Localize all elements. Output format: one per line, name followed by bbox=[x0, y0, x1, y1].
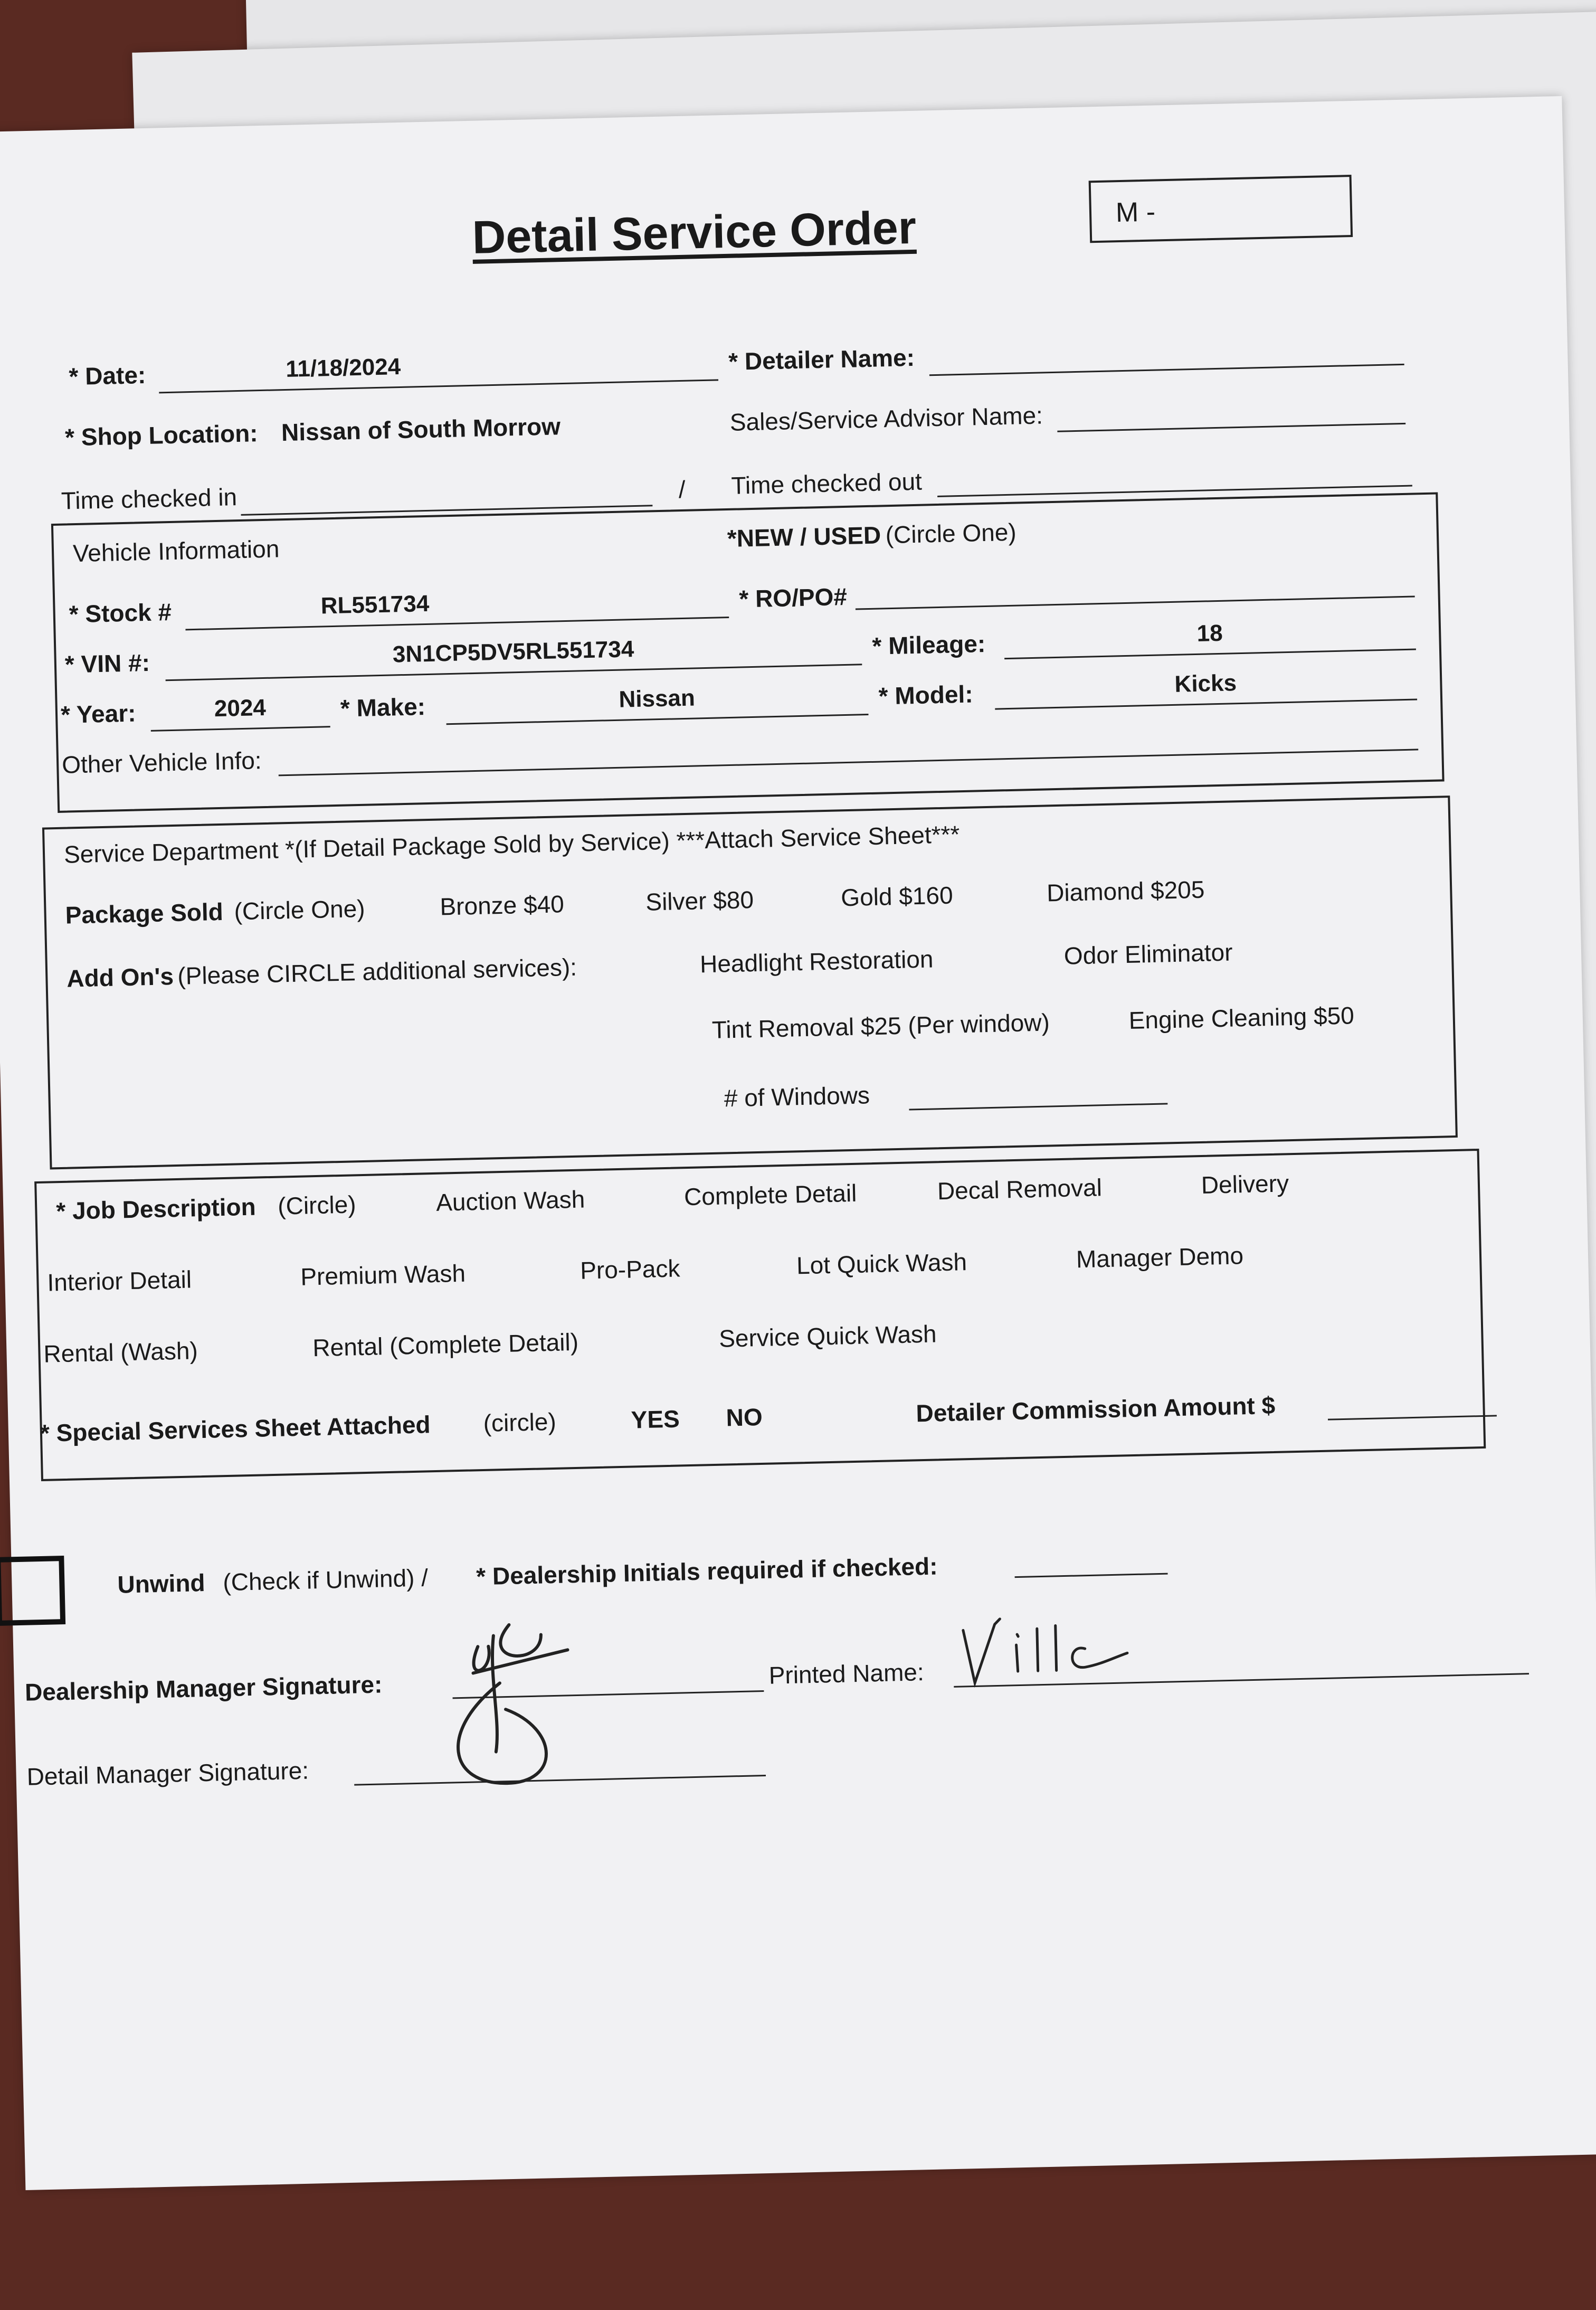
addon-engine: Engine Cleaning $50 bbox=[1128, 1001, 1355, 1034]
package-silver: Silver $80 bbox=[645, 886, 754, 916]
package-bronze: Bronze $40 bbox=[439, 890, 565, 921]
package-sold-label: Package Sold bbox=[65, 897, 224, 929]
job-rental-complete: Rental (Complete Detail) bbox=[312, 1328, 579, 1362]
model-value: Kicks bbox=[1174, 670, 1237, 697]
addons-label: Add On's bbox=[66, 962, 174, 992]
service-dept-label: Service Department *(If Detail Package Sold by Service) ***Attach Service Sheet*** bbox=[63, 820, 960, 868]
addon-odor: Odor Eliminator bbox=[1063, 938, 1233, 970]
year-label: * Year: bbox=[60, 699, 137, 728]
job-pro-pack: Pro-Pack bbox=[580, 1254, 680, 1284]
job-desc-label: * Job Description bbox=[55, 1192, 256, 1225]
job-lot-quick-wash: Lot Quick Wash bbox=[796, 1248, 967, 1280]
job-complete-detail: Complete Detail bbox=[683, 1179, 857, 1211]
job-auction-wash: Auction Wash bbox=[435, 1185, 585, 1216]
other-info-label: Other Vehicle Info: bbox=[61, 746, 262, 779]
commission-label: Detailer Commission Amount $ bbox=[915, 1391, 1276, 1427]
year-value: 2024 bbox=[214, 694, 267, 722]
vin-value: 3N1CP5DV5RL551734 bbox=[392, 636, 634, 668]
unwind-checkbox[interactable] bbox=[0, 1556, 65, 1626]
new-used-label: *NEW / USED bbox=[727, 521, 881, 553]
job-decal-removal: Decal Removal bbox=[937, 1173, 1103, 1205]
time-slash: / bbox=[678, 475, 686, 504]
detailer-name-line bbox=[929, 364, 1404, 376]
addons-hint: (Please CIRCLE additional services): bbox=[177, 953, 577, 990]
date-value: 11/18/2024 bbox=[285, 353, 401, 382]
job-service-quick-wash: Service Quick Wash bbox=[718, 1320, 937, 1352]
make-label: * Make: bbox=[340, 693, 426, 722]
mileage-label: * Mileage: bbox=[871, 629, 986, 660]
m-number-label: M - bbox=[1115, 196, 1156, 229]
new-used-hint: (Circle One) bbox=[885, 518, 1017, 549]
sales-advisor-label: Sales/Service Advisor Name: bbox=[729, 401, 1043, 436]
addon-tint: Tint Removal $25 (Per window) bbox=[711, 1008, 1050, 1044]
form-title: Detail Service Order bbox=[471, 201, 917, 263]
special-yes: YES bbox=[631, 1405, 680, 1434]
vin-label: * VIN #: bbox=[64, 648, 150, 678]
stock-value: RL551734 bbox=[320, 590, 430, 619]
special-services-label: * Special Services Sheet Attached bbox=[40, 1410, 431, 1447]
dealer-signature-label: Dealership Manager Signature: bbox=[24, 1670, 383, 1706]
m-number-box bbox=[1089, 175, 1353, 243]
job-premium-wash: Premium Wash bbox=[300, 1259, 466, 1291]
dealer-signature-scribble bbox=[414, 1612, 597, 1801]
job-manager-demo: Manager Demo bbox=[1076, 1242, 1244, 1273]
job-interior-detail: Interior Detail bbox=[46, 1265, 192, 1296]
package-diamond: Diamond $205 bbox=[1046, 875, 1205, 907]
package-gold: Gold $160 bbox=[840, 881, 954, 912]
sales-advisor-line bbox=[1057, 423, 1405, 432]
make-value: Nissan bbox=[618, 685, 696, 713]
initials-label: * Dealership Initials required if checked: bbox=[476, 1552, 938, 1591]
time-out-label: Time checked out bbox=[730, 467, 923, 499]
special-no: NO bbox=[726, 1403, 763, 1432]
stock-label: * Stock # bbox=[69, 598, 172, 628]
printed-name-handwriting bbox=[957, 1605, 1133, 1688]
job-desc-hint: (Circle) bbox=[277, 1190, 357, 1220]
detail-service-order-form bbox=[0, 96, 1596, 2190]
time-in-label: Time checked in bbox=[61, 483, 238, 515]
unwind-label: Unwind bbox=[117, 1568, 206, 1598]
package-sold-hint: (Circle One) bbox=[234, 894, 366, 925]
detail-signature-label: Detail Manager Signature: bbox=[26, 1756, 309, 1791]
job-delivery: Delivery bbox=[1201, 1169, 1289, 1199]
windows-label: # of Windows bbox=[724, 1081, 870, 1112]
vehicle-info-label: Vehicle Information bbox=[72, 535, 280, 567]
date-label: * Date: bbox=[68, 361, 146, 391]
model-label: * Model: bbox=[878, 680, 974, 710]
detailer-name-label: * Detailer Name: bbox=[728, 343, 915, 375]
unwind-hint: (Check if Unwind) / bbox=[222, 1564, 429, 1596]
mileage-value: 18 bbox=[1196, 620, 1223, 647]
job-rental-wash: Rental (Wash) bbox=[43, 1337, 198, 1368]
shop-location-label: * Shop Location: bbox=[64, 419, 259, 451]
ro-po-label: * RO/PO# bbox=[738, 582, 848, 613]
addon-headlight: Headlight Restoration bbox=[699, 945, 934, 978]
printed-name-label: Printed Name: bbox=[768, 1658, 925, 1689]
special-services-hint: (circle) bbox=[483, 1407, 557, 1437]
shop-location-value: Nissan of South Morrow bbox=[281, 412, 561, 447]
initials-line bbox=[1015, 1573, 1168, 1578]
